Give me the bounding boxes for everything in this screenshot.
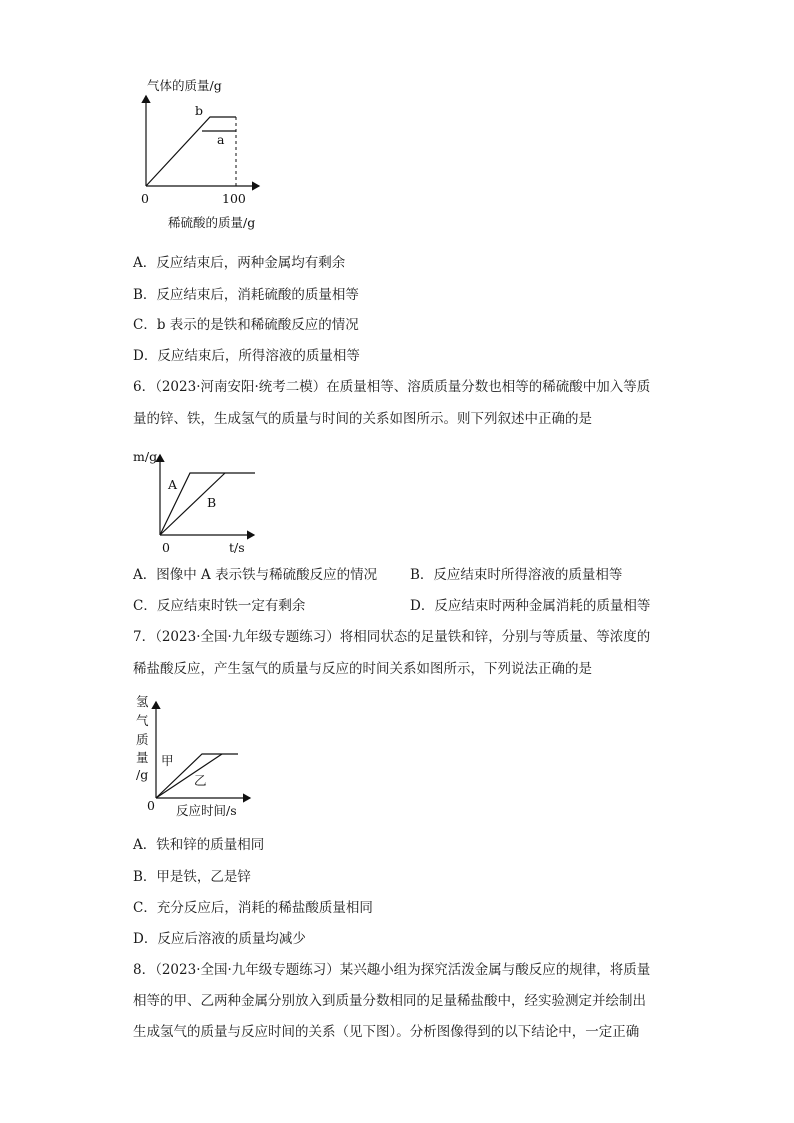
q5-option-c: C．b 表示的是铁和稀硫酸反应的情况 <box>133 317 359 333</box>
q6-option-d: D．反应结束时两种金属消耗的质量相等 <box>410 598 651 614</box>
q5-label-b: b <box>195 103 204 118</box>
q7-label-jia: 甲 <box>161 753 174 768</box>
q7-y-label-char-3: 质 <box>136 732 149 747</box>
q7-y-label-char-1: 氢 <box>136 694 149 709</box>
q5-y-axis-label: 气体的质量/g <box>147 78 222 93</box>
q7-option-c: C．充分反应后，消耗的稀盐酸质量相同 <box>133 900 373 916</box>
q5-option-d: D．反应结束后，所得溶液的质量相等 <box>133 348 360 364</box>
q6-stem-line1: 6．（2023·河南安阳·统考二模）在质量相等、溶质质量分数也相等的稀硫酸中加入等质 <box>133 379 651 395</box>
q7-y-label-char-2: 气 <box>136 713 149 728</box>
q8-stem-line2: 相等的甲、乙两种金属分别放入到质量分数相同的足量稀盐酸中，经实验测定并绘制出 <box>133 993 646 1009</box>
q7-stem-line1: 7．（2023·全国·九年级专题练习）将相同状态的足量铁和锌，分别与等质量、等浓度的 <box>133 629 651 645</box>
q5-option-a: A．反应结束后，两种金属均有剩余 <box>133 255 346 271</box>
q5-label-a: a <box>217 132 225 147</box>
q5-curve-b <box>146 117 236 186</box>
q7-option-a: A．铁和锌的质量相同 <box>133 837 265 853</box>
q6-y-axis-label: m/g <box>133 449 158 464</box>
q6-option-c: C．反应结束时铁一定有剩余 <box>133 598 306 614</box>
q6-origin-label: 0 <box>162 540 170 555</box>
q5-x-tick-100: 100 <box>222 191 246 206</box>
q6-option-a: A．图像中 A 表示铁与稀硫酸反应的情况 <box>133 567 378 583</box>
q5-figure <box>125 70 285 240</box>
q7-figure <box>128 690 268 820</box>
q5-origin-label: 0 <box>141 191 149 206</box>
q6-stem-line2: 量的锌、铁，生成氢气的质量与时间的关系如图所示。则下列叙述中正确的是 <box>133 411 592 427</box>
q5-option-b: B．反应结束后，消耗硫酸的质量相等 <box>133 287 359 303</box>
q6-x-axis-label: t/s <box>229 540 245 555</box>
q5-x-axis-label: 稀硫酸的质量/g <box>168 215 256 230</box>
q8-stem-line3: 生成氢气的质量与反应时间的关系（见下图）。分析图像得到的以下结论中，一定正确 <box>133 1024 640 1040</box>
q6-option-b: B．反应结束时所得溶液的质量相等 <box>410 567 623 583</box>
q7-y-label-unit: /g <box>136 767 149 782</box>
q6-figure <box>130 445 270 560</box>
q7-option-b: B．甲是铁，乙是锌 <box>133 869 251 885</box>
q6-label-a: A <box>168 477 178 492</box>
q7-y-label-char-4: 量 <box>136 750 149 765</box>
q7-x-axis-label: 反应时间/s <box>176 803 237 818</box>
q7-option-d: D．反应后溶液的质量均减少 <box>133 931 306 947</box>
q7-label-yi: 乙 <box>194 773 207 788</box>
q8-stem-line1: 8．（2023·全国·九年级专题练习）某兴趣小组为探究活泼金属与酸反应的规律，将质量 <box>133 962 651 978</box>
q7-origin-label: 0 <box>147 798 155 813</box>
q6-label-b: B <box>207 495 217 510</box>
q7-stem-line2: 稀盐酸反应，产生氢气的质量与反应的时间关系如图所示，下列说法正确的是 <box>133 661 592 677</box>
